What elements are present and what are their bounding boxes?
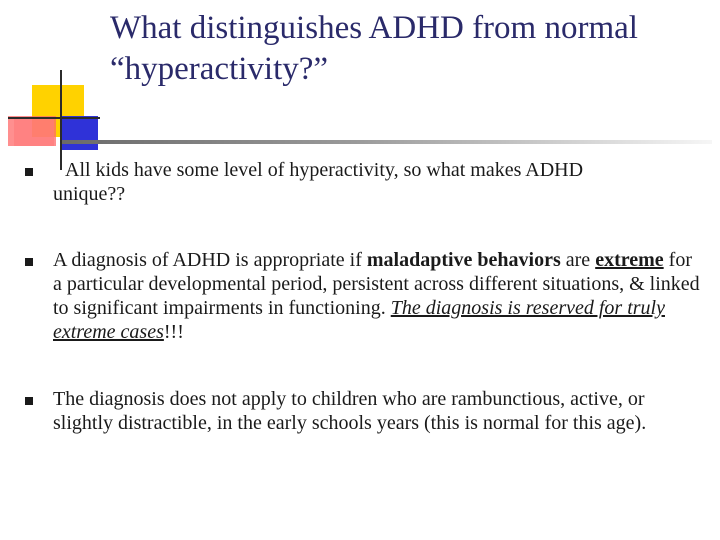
title-underline-rule (62, 140, 712, 144)
italic-underlined-phrase: The diagnosis is reserved for truly extreme cases (53, 297, 665, 343)
bullet-item (20, 387, 700, 435)
bullet-square-icon (25, 168, 33, 176)
bullet-square-icon (25, 397, 33, 405)
bullet-text: for a particular developmental period, persistent across different situations, & linked to significant impairments in functioning. (53, 249, 700, 319)
logo-horizontal-line (8, 117, 100, 119)
bullet-text: The diagnosis does not apply to children who are rambunctious, active, or slightly distractible, in the early schools years (this is normal for this age). (53, 388, 647, 434)
bullet-square-icon (25, 258, 33, 266)
bullet-text: A diagnosis of ADHD is appropriate if (53, 249, 367, 271)
bullet-text-line: unique?? (53, 183, 126, 205)
logo-blue-square (62, 116, 98, 150)
bold-underlined-phrase: extreme (595, 249, 664, 271)
slide-title: What distinguishes ADHD from normal “hyperactivity?” (110, 10, 638, 87)
bullet-item (20, 158, 700, 206)
bold-phrase: maladaptive behaviors (366, 249, 561, 271)
bullet-item (20, 248, 700, 344)
bullet-text-line: All kids have some level of hyperactivity, so what makes ADHD (65, 159, 584, 181)
logo-vertical-line (60, 70, 62, 170)
bullet-text: are (560, 249, 596, 271)
logo-red-square (8, 116, 56, 146)
bullet-list (20, 156, 700, 435)
bullet-text: !!! (163, 321, 184, 343)
